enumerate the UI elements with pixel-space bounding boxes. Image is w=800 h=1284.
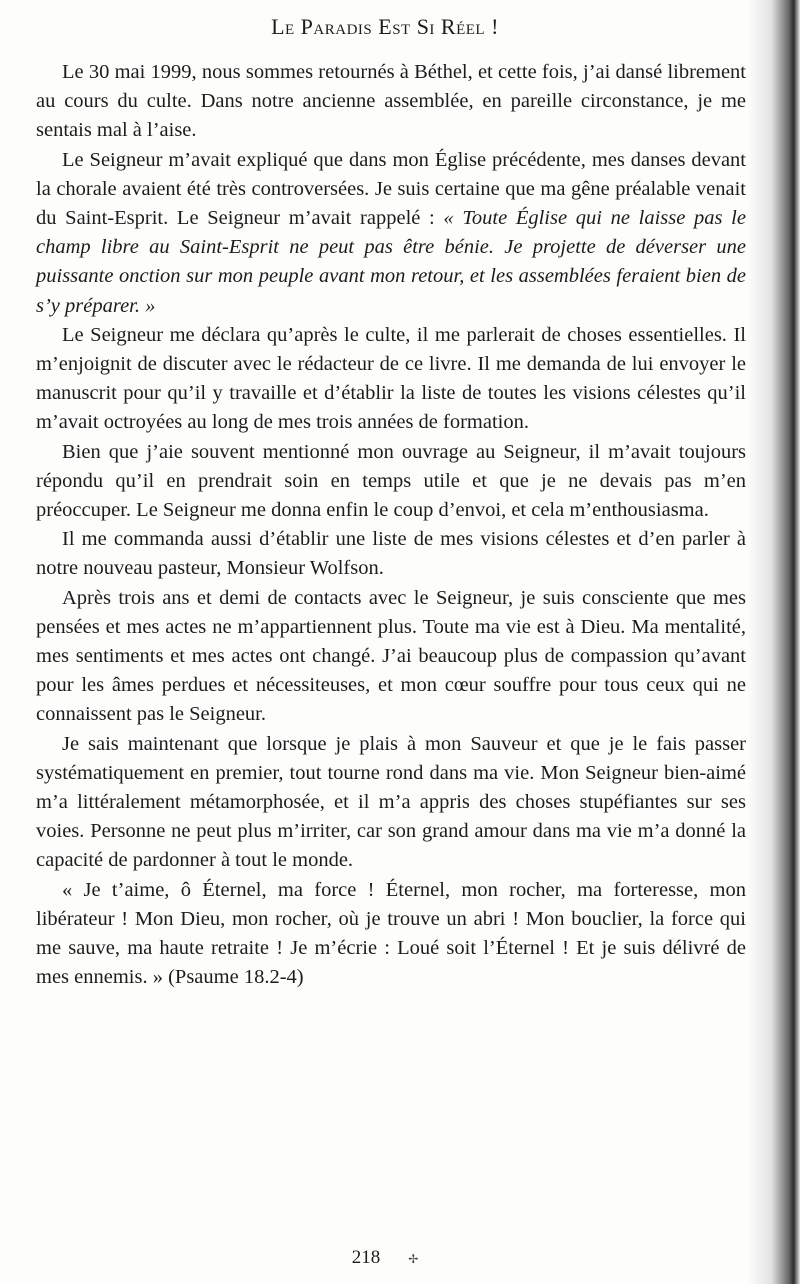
paragraph: Bien que j’aie souvent mentionné mon ouvrage au Seigneur, il m’avait toujours répondu qu’il en prendrait soin en temps utile et que je ne devais pas m’en préoccuper. Le Seigneur me donna enfin le coup d’envoi, et cela m’enthousiasma. <box>36 440 746 522</box>
ornament-icon: ✢ <box>408 1252 419 1266</box>
running-header: Le Paradis Est Si Réel ! <box>271 14 499 39</box>
page-number: 218 ✢ <box>351 1247 419 1268</box>
body-text <box>36 58 746 993</box>
paragraph: « Je t’aime, ô Éternel, ma force ! Éternel, mon rocher, ma forteresse, mon libérateur ! Mon Dieu, mon rocher, où je trouve un abri ! Mon bouclier, la force qui me sauve, ma haute retraite ! Je m’écrie : Loué soit l’Éternel ! Et je suis délivré de mes ennemis. » (Psaume 18.2-4) <box>36 878 746 989</box>
paragraph: Le Seigneur me déclara qu’après le culte, il me parlerait de choses essentielles. Il m’enjoignit de discuter avec le rédacteur de ce livre. Il me demanda de lui envoyer le manuscrit pour qu’il y travaille et d’établir la liste de toutes les visions célestes qu’il m’avait octroyées au long de mes trois années de formation. <box>36 323 746 434</box>
binding-shadow <box>748 0 800 1284</box>
paragraph: Le Seigneur m’avait expliqué que dans mon Église précédente, mes danses devant la chorale avaient été très controversées. Je suis certaine que ma gêne préalable venait du Saint-Esprit. Le Seigneur m’avait rappelé : « Toute Église qui ne laisse pas le champ libre au Saint-Esprit ne peut pas être bénie. Je projette de déverser une puissante onction sur mon peuple avant mon retour, et les assemblées feraient bien de s’y préparer. » <box>36 148 746 317</box>
paragraph: Après trois ans et demi de contacts avec le Seigneur, je suis consciente que mes pensées et mes actes ne m’appartiennent plus. Toute ma vie est à Dieu. Ma mentalité, mes sentiments et mes actes ont changé. J’ai beaucoup plus de compassion qu’avant pour les âmes perdues et nécessiteuses, et mon cœur souffre pour tous ceux qui ne connaissent pas le Seigneur. <box>36 586 746 726</box>
paragraph: Il me commanda aussi d’établir une liste de mes visions célestes et d’en parler à notre nouveau pasteur, Monsieur Wolfson. <box>36 528 746 580</box>
paragraph: Je sais maintenant que lorsque je plais à mon Sauveur et que je le fais passer systématiquement en premier, tout tourne rond dans ma vie. Mon Seigneur bien-aimé m’a littéralement métamorphosée, et il m’a appris des choses stupéfiantes sur ses voies. Personne ne peut plus m’irriter, car son grand amour dans ma vie m’a donné la capacité de pardonner à tout le monde. <box>36 732 746 872</box>
paragraph: Le 30 mai 1999, nous sommes retournés à Béthel, et cette fois, j’ai dansé librement au cours du culte. Dans notre ancienne assemblée, en pareille circonstance, je me sentais mal à l’aise. <box>36 61 746 142</box>
quote-italic: « Toute Église qui ne laisse pas le champ libre au Saint-Esprit ne peut pas être bénie. Je projette de déverser une puissante onction sur mon peuple avant mon retour, et les assemblées feraient bien de s’y préparer. » <box>36 207 746 317</box>
